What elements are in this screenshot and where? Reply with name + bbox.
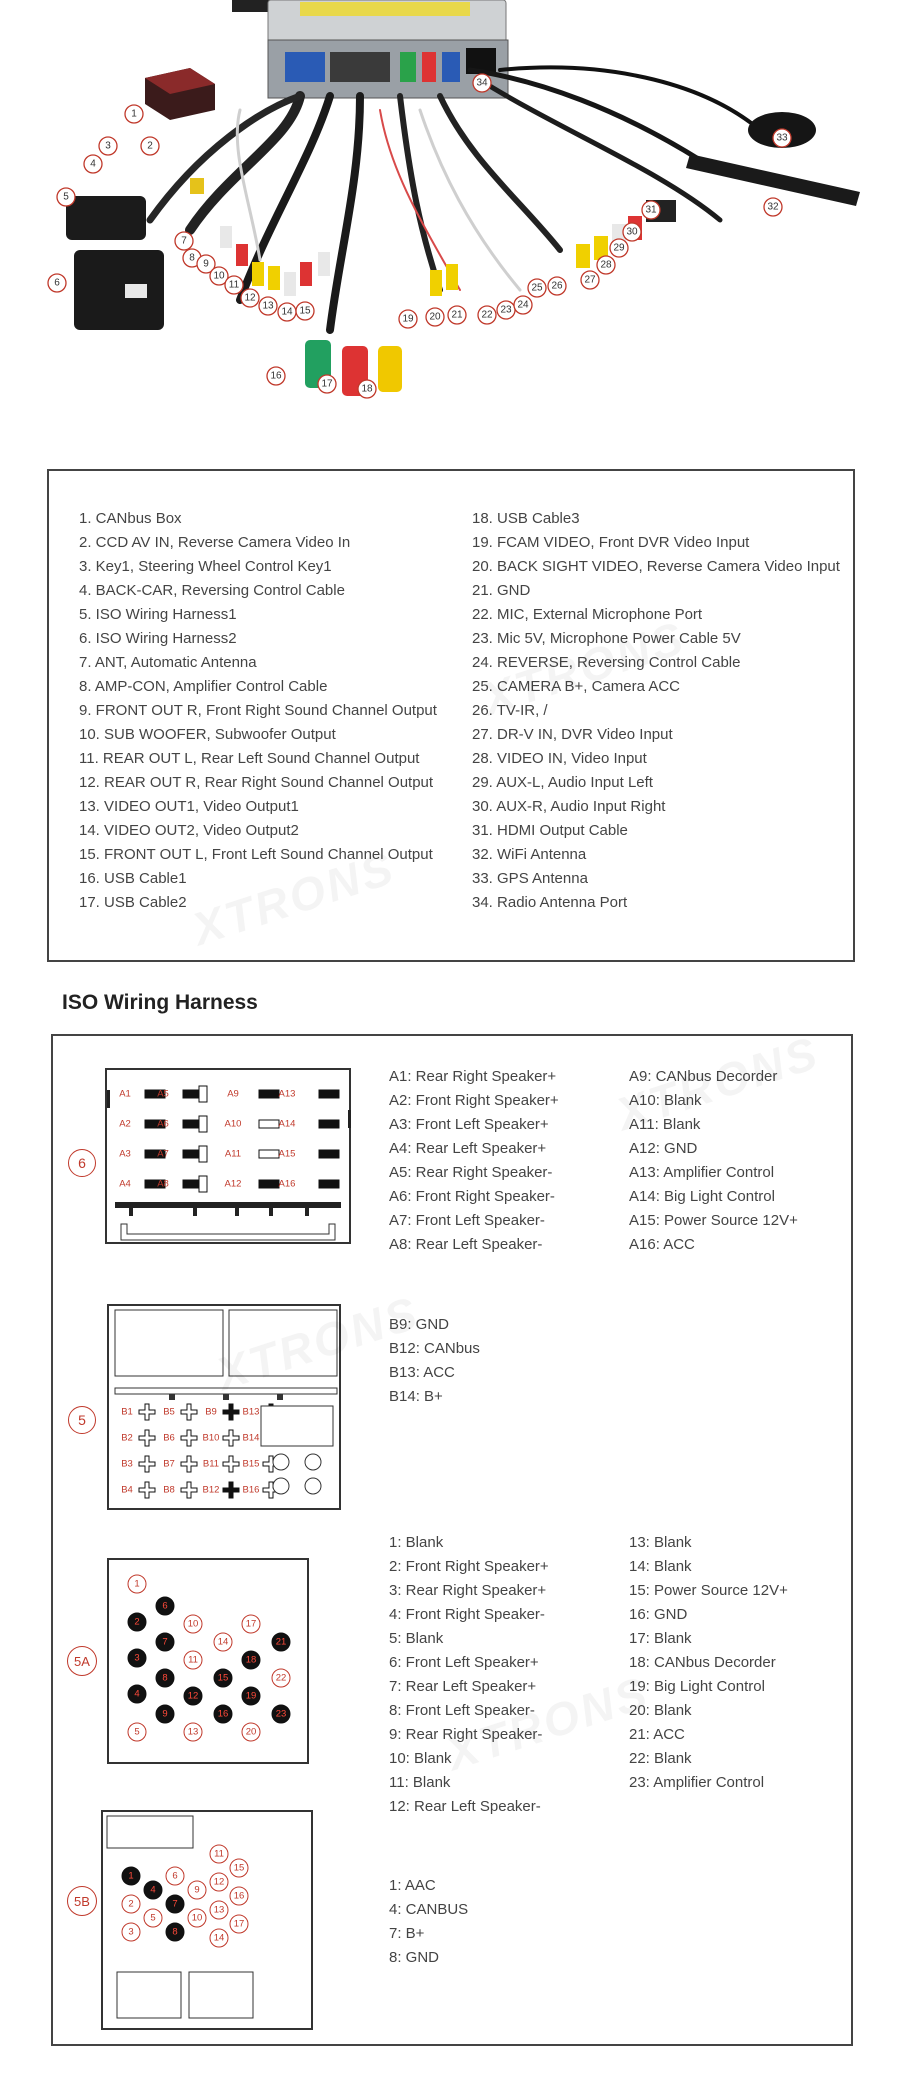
pin-label: 20 bbox=[245, 1726, 257, 1738]
list-item: 5. ISO Wiring Harness1 bbox=[79, 606, 237, 623]
list-item: 17: Blank bbox=[629, 1630, 692, 1647]
key-slot bbox=[199, 1116, 207, 1132]
pin-cross bbox=[181, 1456, 197, 1472]
pin-label: 7 bbox=[162, 1636, 168, 1648]
list-item: A4: Rear Left Speaker+ bbox=[389, 1140, 547, 1157]
pin-label: 3 bbox=[134, 1652, 140, 1664]
pin-label: 2 bbox=[134, 1616, 140, 1628]
pin-cross bbox=[223, 1404, 239, 1420]
pin-label: 3 bbox=[128, 1926, 134, 1938]
pin-slot bbox=[259, 1090, 279, 1098]
list-item: 21: ACC bbox=[629, 1726, 685, 1743]
list-item: 6: Front Left Speaker+ bbox=[389, 1654, 539, 1671]
pin-label: B5 bbox=[163, 1406, 175, 1418]
list-item: 1. CANbus Box bbox=[79, 510, 182, 527]
list-item: 12: Rear Left Speaker- bbox=[389, 1798, 541, 1815]
list-item: 15. FRONT OUT L, Front Left Sound Channel Output bbox=[79, 846, 433, 863]
pin-label: 6 bbox=[172, 1870, 178, 1882]
callout-label: 2 bbox=[147, 140, 153, 152]
pin-label: 13 bbox=[213, 1904, 225, 1916]
product-photo bbox=[0, 0, 900, 445]
key-slot bbox=[199, 1176, 207, 1192]
pin-label: A14 bbox=[278, 1118, 296, 1130]
hole bbox=[273, 1454, 289, 1470]
callout-label: 19 bbox=[402, 313, 414, 325]
callout-label: 30 bbox=[626, 226, 638, 238]
callout-label: 27 bbox=[584, 274, 596, 286]
pin-label: 16 bbox=[217, 1708, 229, 1720]
callout-label: 25 bbox=[531, 282, 543, 294]
pin-label: A1 bbox=[119, 1088, 131, 1100]
pin-slot bbox=[319, 1090, 339, 1098]
canbus-box bbox=[145, 68, 215, 120]
pin-label: 14 bbox=[213, 1932, 225, 1944]
callout-label: 33 bbox=[776, 132, 788, 144]
list-item: B14: B+ bbox=[389, 1388, 443, 1405]
callout-label: 28 bbox=[600, 259, 612, 271]
list-item: 12. REAR OUT R, Rear Right Sound Channel Output bbox=[79, 774, 434, 791]
connector-block bbox=[107, 1816, 193, 1848]
pin-label: 5 bbox=[134, 1726, 140, 1738]
pin-label: A10 bbox=[224, 1118, 242, 1130]
list-item: 10: Blank bbox=[389, 1750, 452, 1767]
list-item: 27. DR-V IN, DVR Video Input bbox=[472, 726, 673, 743]
callout-label: 7 bbox=[181, 235, 187, 247]
list-item: A7: Front Left Speaker- bbox=[389, 1212, 545, 1229]
rca-connectors bbox=[190, 178, 676, 396]
list-item: 15: Power Source 12V+ bbox=[629, 1582, 788, 1599]
connector-badge: 6 bbox=[68, 1149, 96, 1177]
pin-label: 15 bbox=[217, 1672, 229, 1684]
pin-label: A13 bbox=[278, 1088, 296, 1100]
connector-5a-diagram bbox=[107, 1558, 309, 1764]
pin-label: 13 bbox=[187, 1726, 199, 1738]
list-item: A5: Rear Right Speaker- bbox=[389, 1164, 553, 1181]
list-item: A9: CANbus Decorder bbox=[629, 1068, 778, 1085]
callout-label: 4 bbox=[90, 158, 96, 170]
list-item: 4. BACK-CAR, Reversing Control Cable bbox=[79, 582, 345, 599]
list-item: B9: GND bbox=[389, 1316, 450, 1333]
pin-slot bbox=[319, 1180, 339, 1188]
pin-label: 12 bbox=[213, 1876, 225, 1888]
pin-slot bbox=[319, 1150, 339, 1158]
callout-label: 13 bbox=[262, 300, 274, 312]
callout-label: 17 bbox=[321, 378, 333, 390]
list-item: 10. SUB WOOFER, Subwoofer Output bbox=[79, 726, 336, 743]
legend-box bbox=[47, 469, 855, 962]
list-item: 8: Front Left Speaker- bbox=[389, 1702, 535, 1719]
list-item: 9: Rear Right Speaker- bbox=[389, 1726, 543, 1743]
list-item: A13: Amplifier Control bbox=[629, 1164, 775, 1181]
key-slot bbox=[199, 1086, 207, 1102]
pin-label: A6 bbox=[157, 1118, 169, 1130]
connector-badge: 5 bbox=[68, 1406, 96, 1434]
pin-label: A15 bbox=[278, 1148, 296, 1160]
list-item: 14: Blank bbox=[629, 1558, 692, 1575]
connector-block bbox=[261, 1406, 333, 1446]
pin-label: 12 bbox=[187, 1690, 199, 1702]
pin-label: A2 bbox=[119, 1118, 131, 1130]
callout-label: 34 bbox=[476, 77, 488, 89]
list-item: 30. AUX-R, Audio Input Right bbox=[472, 798, 666, 815]
legend-right-column bbox=[472, 507, 840, 915]
pin-label: 8 bbox=[172, 1926, 178, 1938]
side-tab bbox=[107, 1090, 110, 1108]
pin-label: 2 bbox=[128, 1898, 134, 1910]
spec-list bbox=[389, 1874, 468, 1970]
connector-badge: 5A bbox=[67, 1646, 97, 1676]
list-item: 1: Blank bbox=[389, 1534, 444, 1551]
rail-tab bbox=[169, 1394, 175, 1400]
list-item: 3. Key1, Steering Wheel Control Key1 bbox=[79, 558, 332, 575]
connector-b-diagram bbox=[107, 1304, 341, 1510]
pin-cross bbox=[223, 1456, 239, 1472]
iso-box bbox=[51, 1034, 853, 2046]
rail-tab bbox=[277, 1394, 283, 1400]
list-item: 18: CANbus Decorder bbox=[629, 1654, 776, 1671]
callout-label: 31 bbox=[645, 204, 657, 216]
rail-tab bbox=[269, 1206, 273, 1216]
pin-label: 5 bbox=[150, 1912, 156, 1924]
side-tab bbox=[348, 1110, 351, 1128]
list-item: 5: Blank bbox=[389, 1630, 444, 1647]
list-item: A15: Power Source 12V+ bbox=[629, 1212, 798, 1229]
key-slot bbox=[199, 1146, 207, 1162]
pin-label: 4 bbox=[134, 1688, 140, 1700]
list-item: 11. REAR OUT L, Rear Left Sound Channel Output bbox=[79, 750, 420, 767]
list-item: 7: B+ bbox=[389, 1925, 425, 1942]
list-item: 18. USB Cable3 bbox=[472, 510, 580, 527]
callout-label: 18 bbox=[361, 383, 373, 395]
spec-list bbox=[389, 1531, 549, 1819]
list-item: 17. USB Cable2 bbox=[79, 894, 187, 911]
pin-cross bbox=[181, 1482, 197, 1498]
pin-label: B12 bbox=[202, 1484, 220, 1496]
list-item: 23. Mic 5V, Microphone Power Cable 5V bbox=[472, 630, 741, 647]
callout-label: 6 bbox=[54, 277, 60, 289]
pin-cross bbox=[223, 1482, 239, 1498]
spec-list bbox=[629, 1531, 788, 1795]
pin-label: 8 bbox=[162, 1672, 168, 1684]
callout-label: 12 bbox=[244, 292, 256, 304]
pin-label: 4 bbox=[150, 1884, 156, 1896]
list-item: 26. TV-IR, / bbox=[472, 702, 548, 719]
pin-label: A3 bbox=[119, 1148, 131, 1160]
callout-label: 16 bbox=[270, 370, 282, 382]
list-item: 8: GND bbox=[389, 1949, 440, 1966]
list-item: 32. WiFi Antenna bbox=[472, 846, 587, 863]
list-item: 25. CAMERA B+, Camera ACC bbox=[472, 678, 680, 695]
callout-label: 8 bbox=[189, 252, 195, 264]
connector-badge: 5B bbox=[67, 1886, 97, 1916]
list-item: 28. VIDEO IN, Video Input bbox=[472, 750, 647, 767]
pin-label: 17 bbox=[245, 1618, 257, 1630]
callout-label: 20 bbox=[429, 311, 441, 323]
pin-cross bbox=[181, 1404, 197, 1420]
callout-label: 22 bbox=[481, 309, 493, 321]
callout-label: 24 bbox=[517, 299, 529, 311]
callout-label: 26 bbox=[551, 280, 563, 292]
connector-block bbox=[117, 1972, 181, 2018]
list-item: A8: Rear Left Speaker- bbox=[389, 1236, 543, 1253]
pin-label: 16 bbox=[233, 1890, 245, 1902]
latch bbox=[121, 1224, 335, 1240]
list-item: 2. CCD AV IN, Reverse Camera Video In bbox=[79, 534, 351, 551]
pin-slot bbox=[259, 1150, 279, 1158]
pin-label: 11 bbox=[188, 1654, 198, 1666]
pin-label: 22 bbox=[275, 1672, 287, 1684]
rail-tab bbox=[129, 1206, 133, 1216]
callout-label: 9 bbox=[203, 258, 209, 270]
list-item: A3: Front Left Speaker+ bbox=[389, 1116, 549, 1133]
list-item: 7: Rear Left Speaker+ bbox=[389, 1678, 537, 1695]
pin-slot bbox=[259, 1120, 279, 1128]
hole bbox=[305, 1478, 321, 1494]
pin-label: B4 bbox=[121, 1484, 133, 1496]
list-item: 24. REVERSE, Reversing Control Cable bbox=[472, 654, 741, 671]
callout-label: 15 bbox=[299, 305, 311, 317]
list-item: A16: ACC bbox=[629, 1236, 695, 1253]
pin-cross bbox=[181, 1430, 197, 1446]
list-item: 19: Big Light Control bbox=[629, 1678, 765, 1695]
pin-cross bbox=[139, 1430, 155, 1446]
connector-block bbox=[189, 1972, 253, 2018]
list-item: 4: CANBUS bbox=[389, 1901, 469, 1918]
hole bbox=[305, 1454, 321, 1470]
rail-tab bbox=[223, 1394, 229, 1400]
section-title: ISO Wiring Harness bbox=[62, 991, 258, 1014]
legend-left-column bbox=[79, 507, 437, 915]
list-item: 29. AUX-L, Audio Input Left bbox=[472, 774, 653, 791]
callout-label: 10 bbox=[213, 270, 225, 282]
callout-label: 29 bbox=[613, 242, 625, 254]
list-item: 13: Blank bbox=[629, 1534, 692, 1551]
callout-label: 21 bbox=[451, 309, 463, 321]
list-item: A10: Blank bbox=[629, 1092, 702, 1109]
pin-label: A16 bbox=[278, 1178, 296, 1190]
pin-label: 10 bbox=[191, 1912, 203, 1924]
list-item: 8. AMP-CON, Amplifier Control Cable bbox=[79, 678, 328, 695]
list-item: A12: GND bbox=[629, 1140, 698, 1157]
pin-cross bbox=[139, 1456, 155, 1472]
rail-tab bbox=[305, 1206, 309, 1216]
pin-label: B3 bbox=[121, 1458, 133, 1470]
list-item: B13: ACC bbox=[389, 1364, 455, 1381]
list-item: 34. Radio Antenna Port bbox=[472, 894, 628, 911]
pin-label: B11 bbox=[202, 1458, 220, 1470]
pin-label: B9 bbox=[205, 1406, 217, 1418]
connector-5b-diagram bbox=[101, 1810, 313, 2030]
list-item: A6: Front Right Speaker- bbox=[389, 1188, 555, 1205]
list-item: 33. GPS Antenna bbox=[472, 870, 588, 887]
callout-label: 5 bbox=[63, 191, 69, 203]
photo-callouts bbox=[48, 74, 791, 398]
pin-label: 1 bbox=[128, 1870, 134, 1882]
list-item: 3: Rear Right Speaker+ bbox=[389, 1582, 547, 1599]
pin-label: 19 bbox=[245, 1690, 257, 1702]
callout-label: 3 bbox=[105, 140, 111, 152]
pin-label: B15 bbox=[242, 1458, 260, 1470]
list-item: 13. VIDEO OUT1, Video Output1 bbox=[79, 798, 299, 815]
pin-cross bbox=[139, 1482, 155, 1498]
list-item: 6. ISO Wiring Harness2 bbox=[79, 630, 237, 647]
pin-label: 17 bbox=[233, 1918, 245, 1930]
list-item: A11: Blank bbox=[629, 1116, 701, 1133]
pin-label: B14 bbox=[242, 1432, 260, 1444]
connector-block bbox=[229, 1310, 337, 1376]
pin-label: A12 bbox=[224, 1178, 242, 1190]
list-item: 14. VIDEO OUT2, Video Output2 bbox=[79, 822, 299, 839]
list-item: 21. GND bbox=[472, 582, 531, 599]
list-item: A1: Rear Right Speaker+ bbox=[389, 1068, 557, 1085]
connector-a-diagram bbox=[105, 1068, 351, 1244]
head-unit bbox=[232, 0, 508, 98]
list-item: 1: AAC bbox=[389, 1877, 436, 1894]
pin-cross bbox=[223, 1430, 239, 1446]
list-item: 2: Front Right Speaker+ bbox=[389, 1558, 549, 1575]
list-item: 4: Front Right Speaker- bbox=[389, 1606, 545, 1623]
list-item: 16. USB Cable1 bbox=[79, 870, 187, 887]
pin-label: B6 bbox=[163, 1432, 175, 1444]
callout-label: 11 bbox=[228, 279, 240, 291]
pin-label: 1 bbox=[134, 1578, 140, 1590]
pin-label: B1 bbox=[121, 1406, 133, 1418]
list-item: B12: CANbus bbox=[389, 1340, 480, 1357]
pin-label: A9 bbox=[227, 1088, 239, 1100]
rail-tab bbox=[235, 1206, 239, 1216]
callout-label: 14 bbox=[281, 306, 293, 318]
callout-label: 1 bbox=[131, 108, 137, 120]
list-item: 7. ANT, Automatic Antenna bbox=[79, 654, 257, 671]
pin-label: 21 bbox=[275, 1636, 287, 1648]
pin-label: A8 bbox=[157, 1178, 169, 1190]
spec-list bbox=[629, 1065, 798, 1257]
pin-label: B2 bbox=[121, 1432, 133, 1444]
list-item: 22. MIC, External Microphone Port bbox=[472, 606, 703, 623]
list-item: 19. FCAM VIDEO, Front DVR Video Input bbox=[472, 534, 750, 551]
pin-label: 10 bbox=[187, 1618, 199, 1630]
pin-cross bbox=[139, 1404, 155, 1420]
rail-tab bbox=[193, 1206, 197, 1216]
pin-label: 9 bbox=[162, 1708, 168, 1720]
pin-label: 9 bbox=[194, 1884, 200, 1896]
pin-label: A7 bbox=[157, 1148, 169, 1160]
spec-list bbox=[389, 1313, 480, 1409]
pin-label: 14 bbox=[217, 1636, 229, 1648]
pin-label: 6 bbox=[162, 1600, 168, 1612]
pin-label: B10 bbox=[202, 1432, 220, 1444]
list-item: 9. FRONT OUT R, Front Right Sound Channel Output bbox=[79, 702, 437, 719]
pin-label: A11 bbox=[224, 1148, 242, 1160]
pin-label: 18 bbox=[245, 1654, 257, 1666]
list-item: 22: Blank bbox=[629, 1750, 692, 1767]
pin-label: 7 bbox=[172, 1898, 178, 1910]
pin-label: B8 bbox=[163, 1484, 175, 1496]
pin-label: 11 bbox=[214, 1848, 224, 1860]
pin-label: B16 bbox=[242, 1484, 260, 1496]
callout-label: 23 bbox=[500, 304, 512, 316]
list-item: 23: Amplifier Control bbox=[629, 1774, 765, 1791]
hole bbox=[273, 1478, 289, 1494]
list-item: 31. HDMI Output Cable bbox=[472, 822, 628, 839]
list-item: 11: Blank bbox=[389, 1774, 451, 1791]
pin-slot bbox=[259, 1180, 279, 1188]
pin-label: A5 bbox=[157, 1088, 169, 1100]
callout-label: 32 bbox=[767, 201, 779, 213]
list-item: A2: Front Right Speaker+ bbox=[389, 1092, 559, 1109]
connector-block bbox=[115, 1310, 223, 1376]
list-item: 16: GND bbox=[629, 1606, 688, 1623]
pin-label: B13 bbox=[242, 1406, 260, 1418]
list-item: A14: Big Light Control bbox=[629, 1188, 775, 1205]
rail bbox=[115, 1388, 337, 1394]
pin-label: B7 bbox=[163, 1458, 175, 1470]
list-item: 20. BACK SIGHT VIDEO, Reverse Camera Video Input bbox=[472, 558, 840, 575]
pin-label: 15 bbox=[233, 1862, 245, 1874]
pin-slot bbox=[319, 1120, 339, 1128]
pin-label: 23 bbox=[275, 1708, 287, 1720]
list-item: 20: Blank bbox=[629, 1702, 692, 1719]
spec-list bbox=[389, 1065, 559, 1257]
pin-label: A4 bbox=[119, 1178, 131, 1190]
